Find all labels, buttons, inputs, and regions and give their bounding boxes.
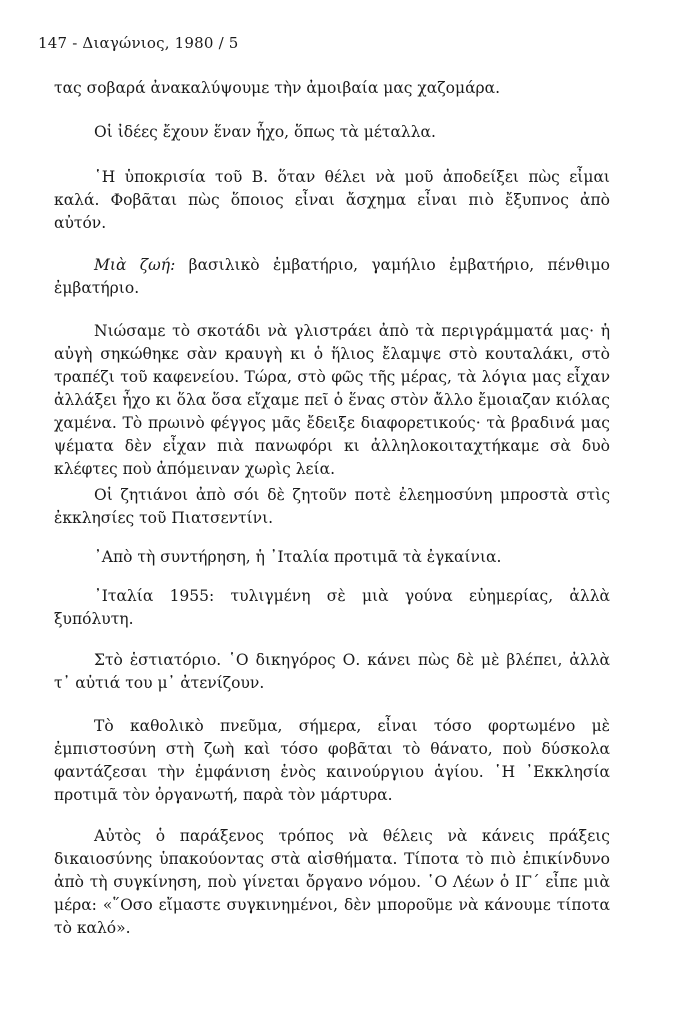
paragraph: ῾Η ὑποκρισία τοῦ Β. ὅταν θέλει νὰ μοῦ ἀποδείξει πὼς εἶμαι καλά. Φοβᾶται πὼς ὅποιος εἶναι ἄσχημα εἶναι πιὸ ἔξυπνος ἀπὸ αὐτόν.	[54, 168, 610, 232]
running-head: 147 - Διαγώνιος, 1980 / 5	[38, 34, 239, 52]
paragraph: Αὐτὸς ὁ παράξενος τρόπος νὰ θέλεις νὰ κάνεις πράξεις δικαιοσύνης ὑπακούοντας στὰ αἰσθήματα. Τίποτα τὸ πιὸ ἐπικίνδυνο ἀπὸ τὴ συγκίνηση, ποὺ γίνεται ὄργανο νόμου. ῾Ο Λέων ὁ ΙΓ´ εἶπε μιὰ μέρα: «῞Οσο εἴμαστε συγκινημένοι, δὲν μποροῦμε νὰ κάνουμε τίποτα τὸ καλό».	[54, 827, 610, 937]
paragraph: ᾿Ιταλία 1955: τυλιγμένη σὲ μιὰ γούνα εὐημερίας, ἀλλὰ ξυπόλυτη.	[54, 587, 610, 628]
paragraph	[54, 254, 610, 300]
paragraph-body: βασιλικὸ ἐμβατήριο, γαμήλιο ἐμβατήριο, πένθιμο ἐμβατήριο.	[54, 256, 610, 297]
paragraph-continuation: τας σοβαρά ἀνακαλύψουμε τὴν ἀμοιβαία μας χαζομάρα.	[54, 79, 501, 97]
paragraph-lead: Μιὰ ζωή:	[94, 256, 176, 274]
paragraph: Οἱ ζητιάνοι ἀπὸ σόι δὲ ζητοῦν ποτὲ ἐλεημοσύνη μπροστὰ στὶς ἐκκλησίες τοῦ Πιατσεντίνι.	[54, 486, 610, 527]
paragraph: ᾿Απὸ τὴ συντήρηση, ἡ ᾿Ιταλία προτιμᾶ τὰ ἐγκαίνια.	[94, 548, 502, 566]
paragraph: Τὸ καθολικὸ πνεῦμα, σήμερα, εἶναι τόσο φορτωμένο μὲ ἐμπιστοσύνη στὴ ζωὴ καὶ τόσο φοβᾶται τὸ θάνατο, ποὺ δύσκολα φαντάζεσαι τὴν ἐμφάνιση ἑνὸς καινούργιου ἁγίου. ῾Η ᾿Εκκλησία προτιμᾶ τὸν ὀργανωτή, παρὰ τὸν μάρτυρα.	[54, 717, 610, 804]
paragraph: Νιώσαμε τὸ σκοτάδι νὰ γλιστράει ἀπὸ τὰ περιγράμματά μας· ἡ αὐγὴ σηκώθηκε σὰν κραυγὴ κι ὁ ἥλιος ἔλαμψε στὸ κουταλάκι, στὸ τραπέζι τοῦ καφενείου. Τώρα, στὸ φῶς τῆς μέρας, τὰ λόγια μας εἶχαν ἀλλάξει ἦχο κι ὅλα ὅσα εἴχαμε πεῖ ὁ ἕνας στὸν ἄλλο ἔμοιαζαν κιόλας χαμένα. Τὸ πρωινὸ φέγγος μᾶς ἔδειξε διαφορετικούς· τὰ βραδινά μας ψέματα δὲν εἶχαν πιὰ πανωφόρι κι ἀλληλοκοιταχτήκαμε σὰ δυὸ κλέφτες ποὺ ἀπόμειναν χωρὶς λεία.	[54, 322, 610, 478]
paragraph: Οἱ ἰδέες ἔχουν ἕναν ἦχο, ὅπως τὰ μέταλλα.	[94, 123, 436, 141]
paragraph: Στὸ ἑστιατόριο. ῾Ο δικηγόρος Ο. κάνει πὼς δὲ μὲ βλέπει, ἀλλὰ τ᾿ αὐτιά του μ᾿ ἀτενίζουν.	[54, 651, 610, 692]
